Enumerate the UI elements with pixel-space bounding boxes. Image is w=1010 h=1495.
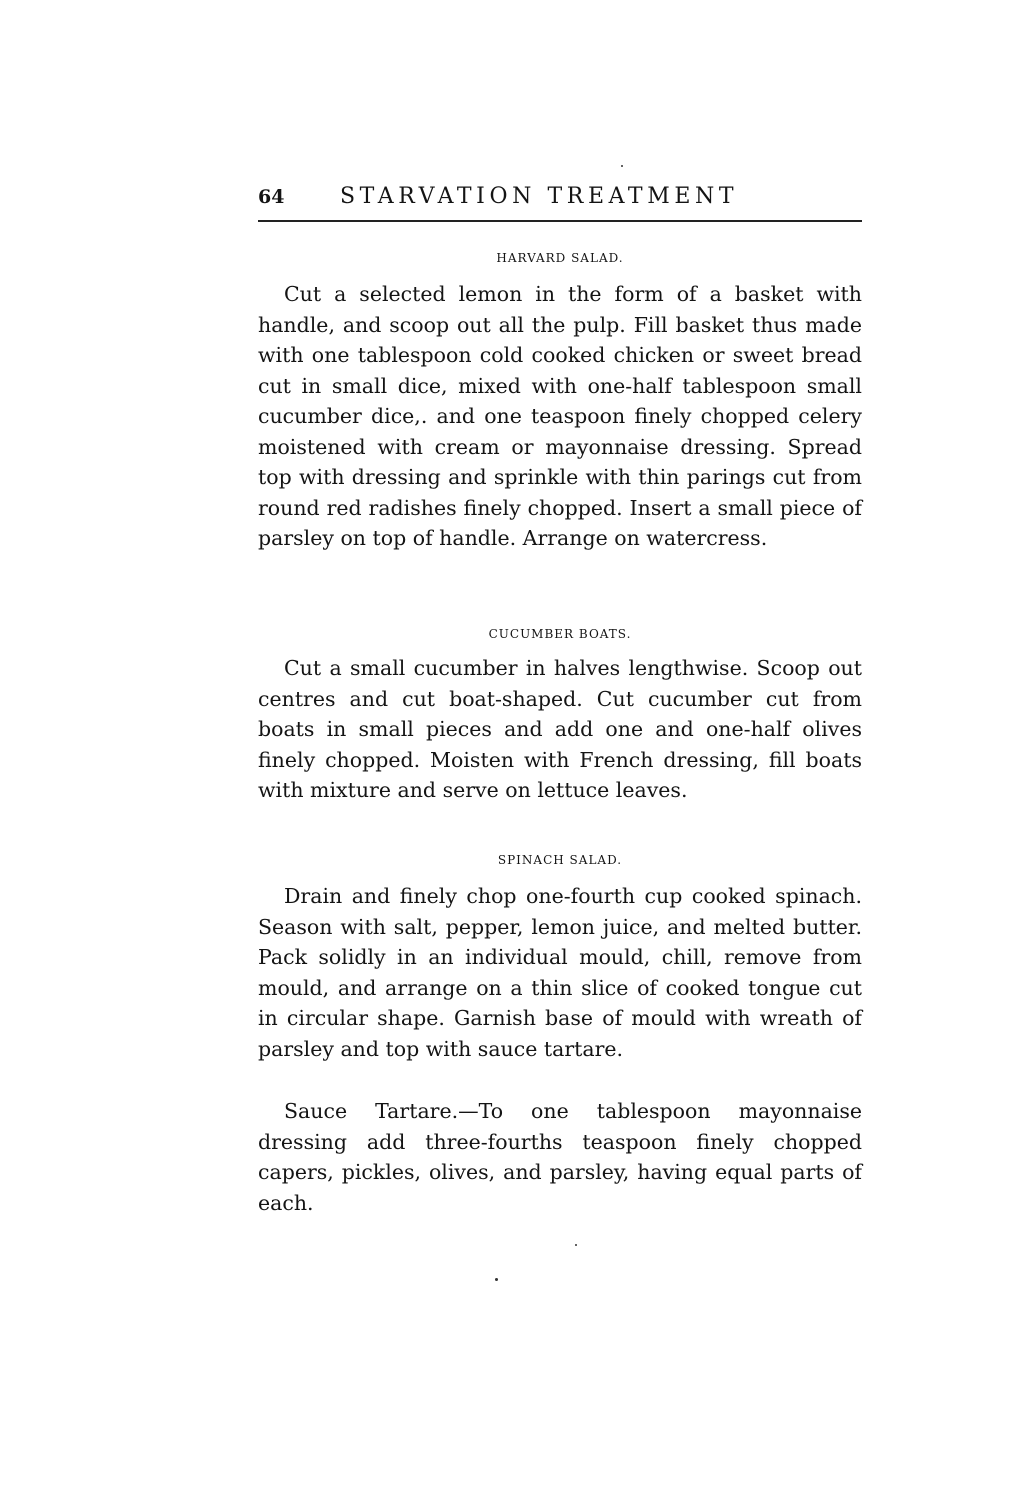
paragraph-sauce-tartare: Sauce Tartare.—To one tablespoon mayonnaise dressing add three-fourths teaspoon finely chopped capers, pickles, olives, and parsley, having equal parts of each. bbox=[258, 1099, 862, 1215]
section-heading-spinach-salad: SPINACH SALAD. bbox=[497, 853, 623, 867]
paragraph-spinach-salad: Drain and finely chop one-fourth cup cooked spinach. Season with salt, pepper, lemon juice, and melted butter. Pack solidly in an individual mould, chill, remove from mould, and arrange on a thin slice of cooked tongue cut in circular shape. Garnish base of mould with wreath of parsley and top with sauce tartare. bbox=[258, 884, 862, 1061]
running-title: STARVATION TREATMENT bbox=[340, 184, 739, 209]
header-rule bbox=[258, 220, 862, 222]
scan-speck bbox=[575, 1244, 577, 1246]
scan-speck bbox=[621, 165, 623, 167]
running-head bbox=[258, 184, 862, 218]
scan-speck bbox=[495, 1278, 498, 1281]
paragraph-harvard-salad: Cut a selected lemon in the form of a basket with handle, and scoop out all the pulp. Fill basket thus made with one tablespoon cold cooked chicken or sweet bread cut in small dice, mixed with one-half tablespoon small cucumber dice,. and one teaspoon finely chopped celery moistened with cream or mayonnaise dressing. Spread top with dressing and sprinkle with thin parings cut from round red radishes finely chopped. Insert a small piece of parsley on top of handle. Arrange on watercress. bbox=[258, 282, 862, 550]
section-heading-harvard-salad: HARVARD SALAD. bbox=[496, 251, 624, 265]
paragraph-cucumber-boats: Cut a small cucumber in halves lengthwise. Scoop out centres and cut boat-shaped. Cut cucumber cut from boats in small pieces and add one and one-half olives finely chopped. Moisten with French dressing, fill boats with mixture and serve on lettuce leaves. bbox=[258, 656, 862, 802]
page-number: 64 bbox=[258, 186, 285, 208]
section-heading-cucumber-boats: CUCUMBER BOATS. bbox=[488, 627, 632, 641]
